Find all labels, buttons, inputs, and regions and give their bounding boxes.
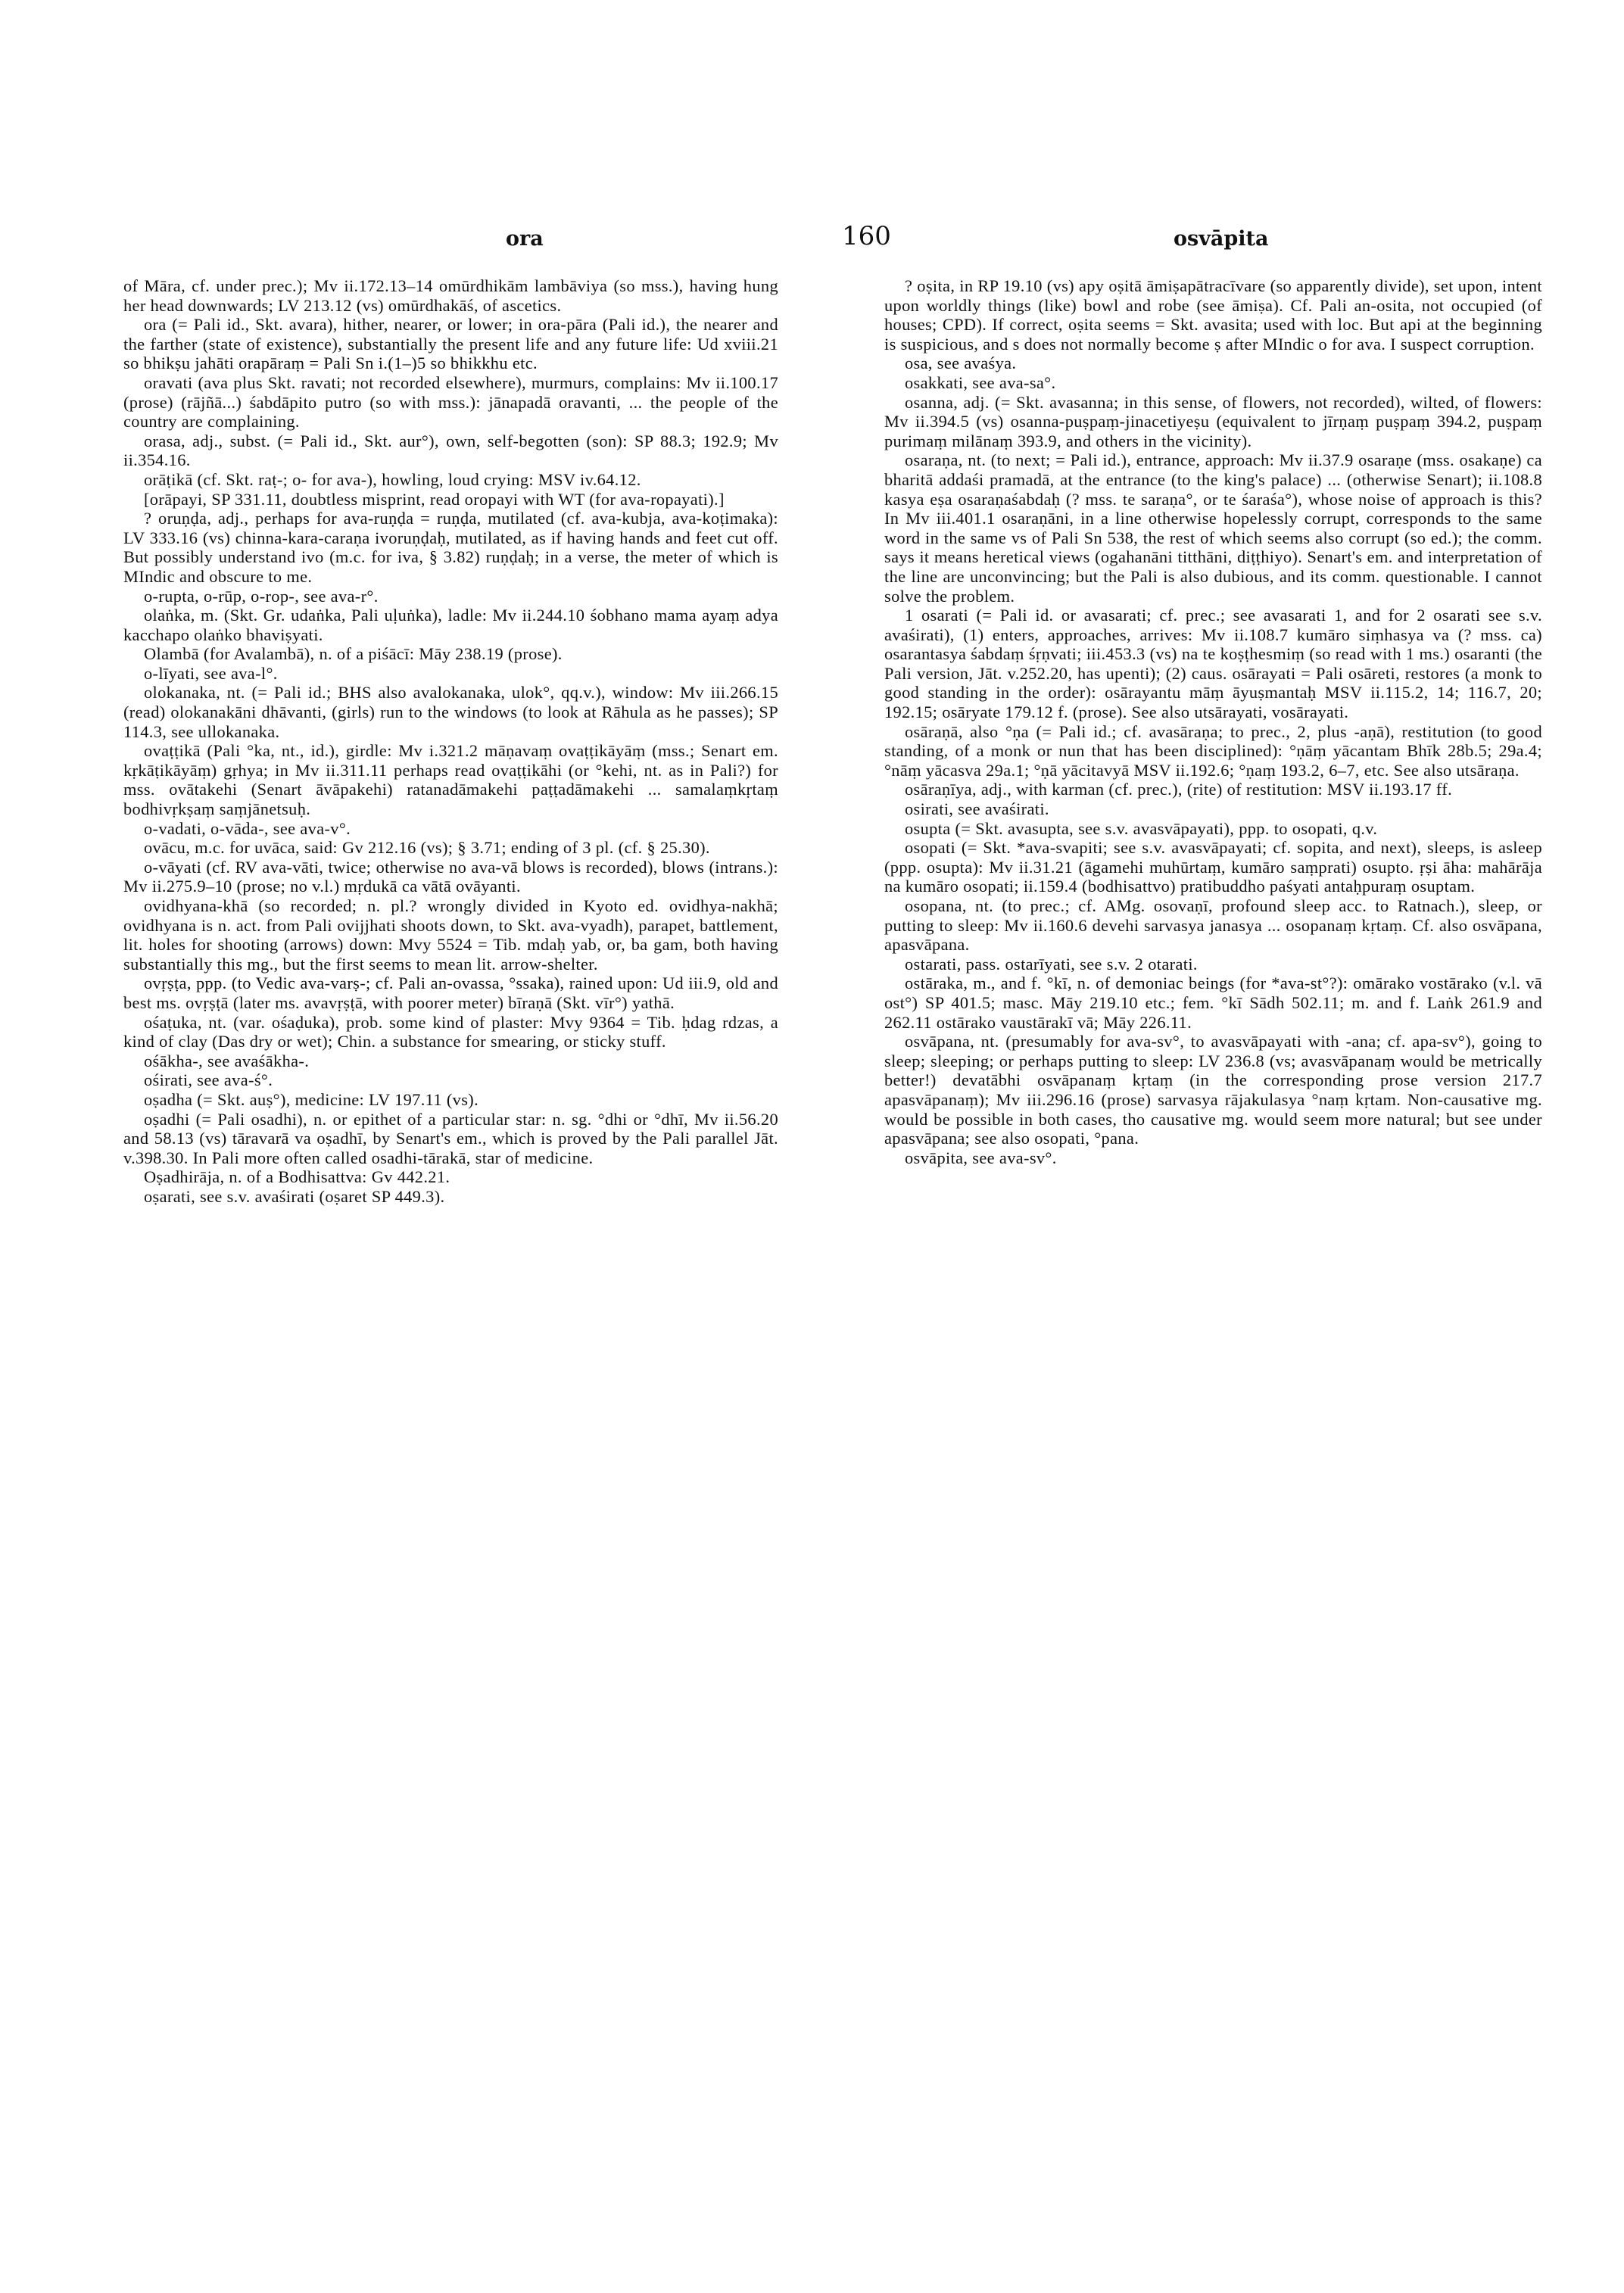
entry-paragraph: ośirati, see ava-ś°.: [144, 1070, 273, 1090]
running-head-right: osvāpita: [1174, 227, 1269, 251]
entry-paragraph: osakkati, see ava-sa°.: [905, 372, 1056, 392]
entry-paragraph: ? oṣita, in RP 19.10 (vs) apy oṣitā āmiṣapātracīvare (so apparently divide), set upon, intent upon worldly things (like) bowl and robe (see āmiṣa). Cf. Pali an-osita, not occupied (of houses; CPD). If correct, oṣita seems = Skt. avasita; used with loc. But api at the beginning is suspicious, and s does not normally become ṣ after MIndic o for ava. I suspect corruption.: [884, 276, 1542, 354]
entry-paragraph: o-vadati, o-vāda-, see ava-v°.: [144, 818, 351, 838]
entry-paragraph: ovācu, m.c. for uvāca, said: Gv 212.16 (vs); § 3.71; ending of 3 pl. (cf. § 25.30).: [144, 838, 710, 858]
entry-paragraph: [orāpayi, SP 331.11, doubtless misprint, read oropayi with WT (for ava-ropayati).]: [144, 489, 725, 509]
entry-paragraph: osupta (= Skt. avasupta, see s.v. avasvāpayati), ppp. to osopati, q.v.: [905, 818, 1378, 838]
entry-paragraph: osirati, see avaśirati.: [905, 799, 1049, 819]
running-head-left: ora: [506, 227, 544, 251]
entry-paragraph: Oṣadhirāja, n. of a Bodhisattva: Gv 442.21.: [144, 1167, 450, 1187]
entry-paragraph: of Māra, cf. under prec.); Mv ii.172.13–14 omūrdhikām lambāviya (so mss.), having hung her head downwards; LV 213.12 (vs) omūrdhakāś, of ascetics.: [123, 276, 778, 315]
entry-paragraph: 1 osarati (= Pali id. or avasarati; cf. prec.; see avasarati 1, and for 2 osarati see s.v. avaśirati), (1) enters, approaches, arrives: Mv ii.108.7 kumāro siṃhasya va (? mss. ca) osarantasya śabdaṃ śṛṇvati; iii.453.3 (vs) na te koṣṭhesmiṃ (so read with 1 ms.) osaranti (the Pali version, Jāt. v.252.20, has upenti); (2) caus. osārayati = Pali osāreti, restores (a monk to good standing in the order): osārayantu māṃ āyuṣmantaḥ MSV ii.115.2, 14; 116.7, 20; 192.15; osāryate 179.12 f. (prose). See also utsārayati, vosārayati.: [884, 606, 1542, 722]
entry-paragraph: osanna, adj. (= Skt. avasanna; in this sense, of flowers, not recorded), wilted, of flowers: Mv ii.394.5 (vs) osanna-puṣpaṃ-jinacetiyeṣu (equivalent to jīrṇaṃ puṣpaṃ 394.2, puṣpaṃ purimaṃ milānaṃ 393.9, and others in the vicinity).: [884, 392, 1542, 450]
entry-paragraph: osvāpana, nt. (presumably for ava-sv°, to avasvāpayati with -ana; cf. apa-sv°), going to sleep; sleeping; or perhaps putting to sleep: LV 236.8 (vs; avasvāpanaṃ would be metrically better!) devatābhi osvāpanaṃ kṛtaṃ (in the corresponding prose version 217.7 apasvāpanaṃ); Mv iii.296.16 (prose) sarvasya rājakulasya °naṃ kṛtam. Non-causative mg. would be possible in both cases, tho causative mg. would seem more natural; but see under apasvāpana; see also osopati, °pana.: [884, 1032, 1542, 1148]
entry-paragraph: ośākha-, see avaśākha-.: [144, 1051, 310, 1070]
entry-paragraph: ovṛṣṭa, ppp. (to Vedic ava-varṣ-; cf. Pali an-ovassa, °ssaka), rained upon: Ud iii.9, old and best ms. ovṛṣṭā (later ms. avavṛṣṭā, with poorer meter) bīraṇā (Skt. vīr°) yathā.: [123, 974, 778, 1012]
entry-paragraph: ovaṭṭikā (Pali °ka, nt., id.), girdle: Mv i.321.2 māṇavaṃ ovaṭṭikāyāṃ (mss.; Senart em. kṛkāṭikāyāṃ) gṛhya; in Mv ii.311.11 perhaps read ovaṭṭikāhi (or °kehi, nt. as in Pali?) for mss. ovātakehi (Senart āvāpakehi) ratanadāmakehi paṭṭadāmakehi ... samalaṃkṛtaṃ bodhivṛkṣaṃ saṃjānetsuḥ.: [123, 741, 778, 819]
entry-paragraph: osāraṇīya, adj., with karman (cf. prec.), (rite) of restitution: MSV ii.193.17 ff.: [905, 780, 1453, 799]
entry-paragraph: ostarati, pass. ostarīyati, see s.v. 2 otarati.: [905, 954, 1198, 974]
entry-paragraph: osopati (= Skt. *ava-svapiti; see s.v. avasvāpayati; cf. sopita, and next), sleeps, is asleep (ppp. osupta): Mv ii.31.21 (āgamehi muhūrtaṃ, kumāro saṃprati) osupto. ṛṣi āha: mahārāja na kumāro osopati; ii.159.4 (bodhisattvo) pratibuddho paśyati antaḥpuraṃ osuptam.: [884, 838, 1542, 896]
entry-paragraph: oṣadhi (= Pali osadhi), n. or epithet of a particular star: n. sg. °dhi or °dhī, Mv ii.56.20 and 58.13 (vs) tāravarā va oṣadhī, by Senart's em., which is proved by the Pali parallel Jāt. v.398.30. In Pali more often called osadhi-tārakā, star of medicine.: [123, 1109, 778, 1167]
entry-paragraph: ora (= Pali id., Skt. avara), hither, nearer, or lower; in ora-pāra (Pali id.), the nearer and the farther (state of existence), substantially the present life and any future life: Ud xviii.21 so bhikṣu jahāti orapāraṃ = Pali Sn i.(1–)5 so bhikkhu etc.: [123, 315, 778, 373]
entry-paragraph: ovidhyana-khā (so recorded; n. pl.? wrongly divided in Kyoto ed. ovidhya-nakhā; ovidhyana is n. act. from Pali ovijjhati shoots down, to Skt. ava-vyadh), parapet, battlement, lit. holes for shooting (arrows) down: Mvy 5524 = Tib. mdaḥ yab, or, ba gam, both having substantially this mg., but the first seems to mean lit. arrow-shelter.: [123, 896, 778, 974]
entry-paragraph: o-līyati, see ava-l°.: [144, 663, 278, 683]
entry-paragraph: o-vāyati (cf. RV ava-vāti, twice; otherwise no ava-vā blows is recorded), blows (intrans.): Mv ii.275.9–10 (prose; no v.l.) mṛdukā ca vātā ovāyanti.: [123, 857, 778, 896]
left-column: [123, 276, 778, 1207]
entry-paragraph: orāṭikā (cf. Skt. raṭ-; o- for ava-), howling, loud crying: MSV iv.64.12.: [144, 469, 641, 489]
entry-paragraph: oṣarati, see s.v. avaśirati (oṣaret SP 449.3).: [144, 1186, 445, 1206]
entry-paragraph: o-rupta, o-rūp, o-rop-, see ava-r°.: [144, 586, 379, 606]
entry-paragraph: osaraṇa, nt. (to next; = Pali id.), entrance, approach: Mv ii.37.9 osaraṇe (mss. osakaṇe) ca bharitā addaśi pramadā, at the entrance (to the king's palace) ... (otherwise Senart); ii.108.8 kasya eṣa osaraṇaśabdaḥ (? mss. te saraṇa°, or te śaraśa°), whose noise of approach is this? In Mv iii.401.1 osaraṇāni, in a line otherwise hopelessly corrupt, corresponds to the same word in the same vs of Pali Sn 538, the rest of which seems also corrupt (so ed.); the comm. says it means heretical views (ogahanāni titthāni, diṭṭhiyo). Senart's em. and interpretation of the line are unconvincing; but the Pali is also dubious, and its comm. questionable. I cannot solve the problem.: [884, 450, 1542, 606]
entry-paragraph: ? oruṇḍa, adj., perhaps for ava-ruṇḍa = ruṇḍa, mutilated (cf. ava-kubja, ava-koṭimaka): LV 333.16 (vs) chinna-kara-caraṇa ivoruṇḍaḥ, mutilated, as if having hands and feet cut off. But possibly understand ivo (m.c. for iva, § 3.82) ruṇḍaḥ; in a verse, the meter of which is MIndic and obscure to me.: [123, 509, 778, 586]
page-number: 160: [842, 221, 891, 251]
entry-paragraph: olaṅka, m. (Skt. Gr. udaṅka, Pali uḷuṅka), ladle: Mv ii.244.10 śobhano mama ayaṃ adya kacchapo olaṅko bhaviṣyati.: [123, 606, 778, 644]
entry-paragraph: olokanaka, nt. (= Pali id.; BHS also avalokanaka, ulok°, qq.v.), window: Mv iii.266.15 (read) olokanakāni dhāvanti, (girls) run to the windows (to look at Rāhula as he passes); SP 114.3, see ullokanaka.: [123, 683, 778, 741]
entry-paragraph: orasa, adj., subst. (= Pali id., Skt. aur°), own, self-begotten (son): SP 88.3; 192.9; Mv ii.354.16.: [123, 431, 778, 470]
entry-paragraph: osvāpita, see ava-sv°.: [905, 1148, 1057, 1167]
entry-paragraph: ostāraka, m., and f. °kī, n. of demoniac beings (for *ava-st°?): omārako vostārako (v.l. vā ost°) SP 401.5; masc. Māy 219.10 etc.; fem. °kī Sādh 502.11; m. and f. Laṅk 261.9 and 262.11 ostārako vaustārakī vā; Māy 226.11.: [884, 974, 1542, 1032]
entry-paragraph: osa, see avaśya.: [905, 354, 1017, 373]
right-column: [884, 276, 1542, 1167]
entry-paragraph: oṣadha (= Skt. auṣ°), medicine: LV 197.11 (vs).: [144, 1089, 479, 1109]
entry-paragraph: ośaṭuka, nt. (var. ośaḍuka), prob. some kind of plaster: Mvy 9364 = Tib. ḥdag rdzas, a kind of clay (Das dry or wet); Chin. a substance for smearing, or sticky stuff.: [123, 1012, 778, 1051]
entry-paragraph: osāraṇā, also °ṇa (= Pali id.; cf. avasāraṇa; to prec., 2, plus -aṇā), restitution (to good standing, of a monk or nun that has been disciplined): °ṇāṃ yācantam Bhīk 28b.5; 29a.4; °nāṃ yācasva 29a.1; °ṇā yācitavyā MSV ii.192.6; °ṇaṃ 193.2, 6–7, etc. See also utsāraṇa.: [884, 721, 1542, 780]
entry-paragraph: Olambā (for Avalambā), n. of a piśācī: Māy 238.19 (prose).: [144, 644, 563, 664]
entry-paragraph: osopana, nt. (to prec.; cf. AMg. osovaṇī, profound sleep acc. to Ratnach.), sleep, or putting to sleep: Mv ii.160.6 devehi sarvasya janasya ... osopanaṃ kṛtaṃ. Cf. also osvāpana, apasvāpana.: [884, 896, 1542, 955]
entry-paragraph: oravati (ava plus Skt. ravati; not recorded elsewhere), murmurs, complains: Mv ii.100.17 (prose) (rājñā...) śabdāpito putro (so with mss.): jānapadā oravanti, ... the people of the country are complaining.: [123, 372, 778, 431]
